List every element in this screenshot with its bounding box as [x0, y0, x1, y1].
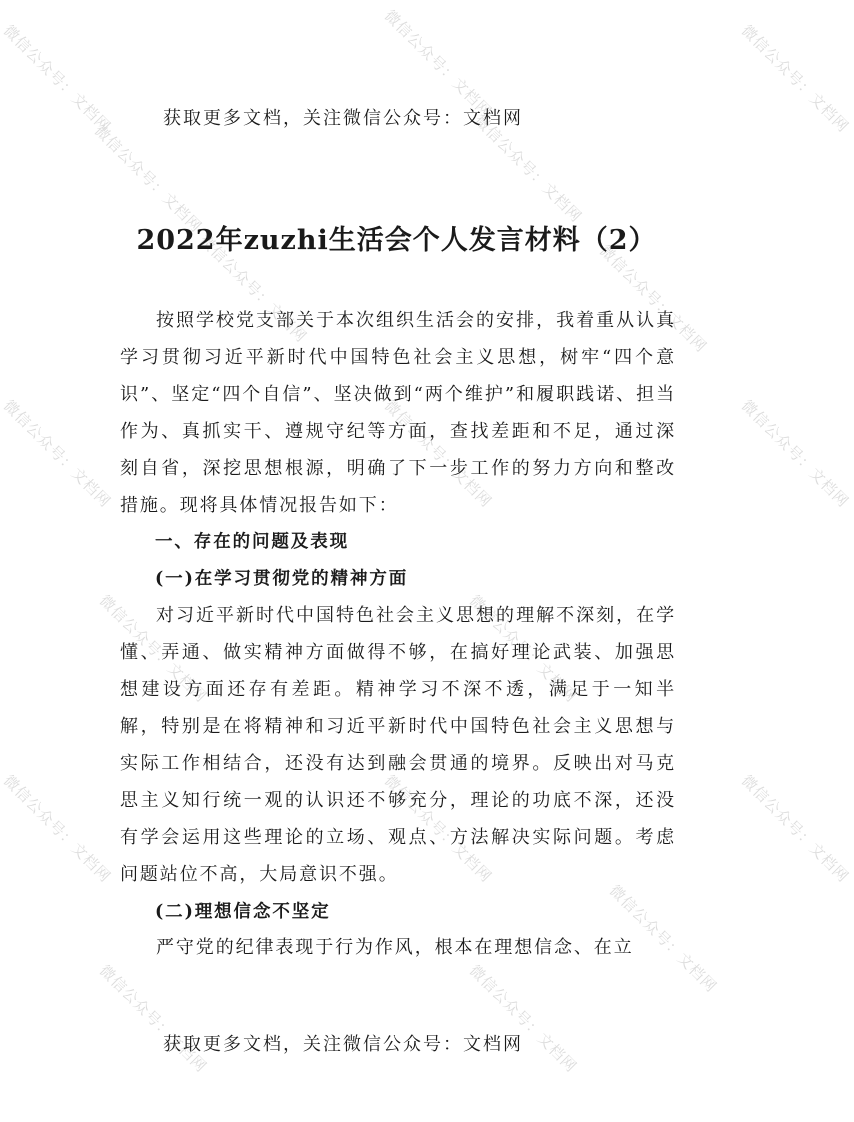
subsection-heading: (二)理想信念不坚定: [155, 901, 331, 922]
watermark-text: 微信公众号：文档网: [380, 771, 496, 886]
body-paragraph: 严守党的纪律表现于行为作风，根本在理想信念、在立: [156, 937, 634, 959]
page-footer: 获取更多文档，关注微信公众号：文档网: [163, 1034, 523, 1055]
watermark-text: 微信公众号：文档网: [90, 121, 206, 236]
document-title: 2022年zuzhi生活会个人发言材料（2）: [136, 225, 657, 256]
watermark-text: 微信公众号：文档网: [470, 111, 586, 226]
watermark-text: 微信公众号：文档网: [737, 396, 853, 511]
watermark-text: 微信公众号：文档网: [0, 21, 115, 136]
watermark-text: 微信公众号：文档网: [0, 396, 115, 511]
body-paragraph: 对习近平新时代中国特色社会主义思想的理解不深刻，在学懂、弄通、做实精神方面做得不够，在搞好理论武装、加强思想建设方面还存有差距。精神学习不深不透，满足于一知半解，特别是在将精神和习近平新时代中国特色社会主义思想与实际工作相结合，还没有达到融会贯通的境界。反映出对马克思主义知行统一观的认识还不够充分，理论的功底不深，还没有学会运用这些理论的立场、观点、方法解决实际问题。考虑问题站位不高，大局意识不强。: [120, 605, 676, 885]
section-heading: 一、存在的问题及表现: [155, 532, 349, 553]
watermark-text: 微信公众号：文档网: [380, 6, 496, 121]
watermark-text: 微信公众号：文档网: [595, 241, 711, 356]
watermark-text: 微信公众号：文档网: [737, 21, 853, 136]
watermark-text: 微信公众号：文档网: [465, 961, 581, 1076]
watermark-text: 微信公众号：文档网: [0, 771, 115, 886]
document-body: [120, 303, 676, 967]
intro-paragraph: 按照学校党支部关于本次组织生活会的安排，我着重从认真学习贯彻习近平新时代中国特色社会主义思想，树牢“四个意识”、坚定“四个自信”、坚决做到“两个维护”和履职践诺、担当作为、真抓实干、遵规守纪等方面，查找差距和不足，通过深刻自省，深挖思想根源，明确了下一步工作的努力方向和整改措施。现将具体情况报告如下：: [120, 310, 676, 516]
watermark-text: 微信公众号：文档网: [737, 771, 853, 886]
watermark-text: 微信公众号：文档网: [605, 881, 721, 996]
watermark-text: 微信公众号：文档网: [465, 591, 581, 706]
page-header: 获取更多文档，关注微信公众号：文档网: [163, 108, 523, 129]
watermark-text: 微信公众号：文档网: [95, 591, 211, 706]
watermark-text: 微信公众号：文档网: [380, 396, 496, 511]
subsection-heading: (一)在学习贯彻党的精神方面: [155, 569, 409, 590]
watermark-text: 微信公众号：文档网: [95, 961, 211, 1076]
watermark-text: 微信公众号：文档网: [195, 231, 311, 346]
